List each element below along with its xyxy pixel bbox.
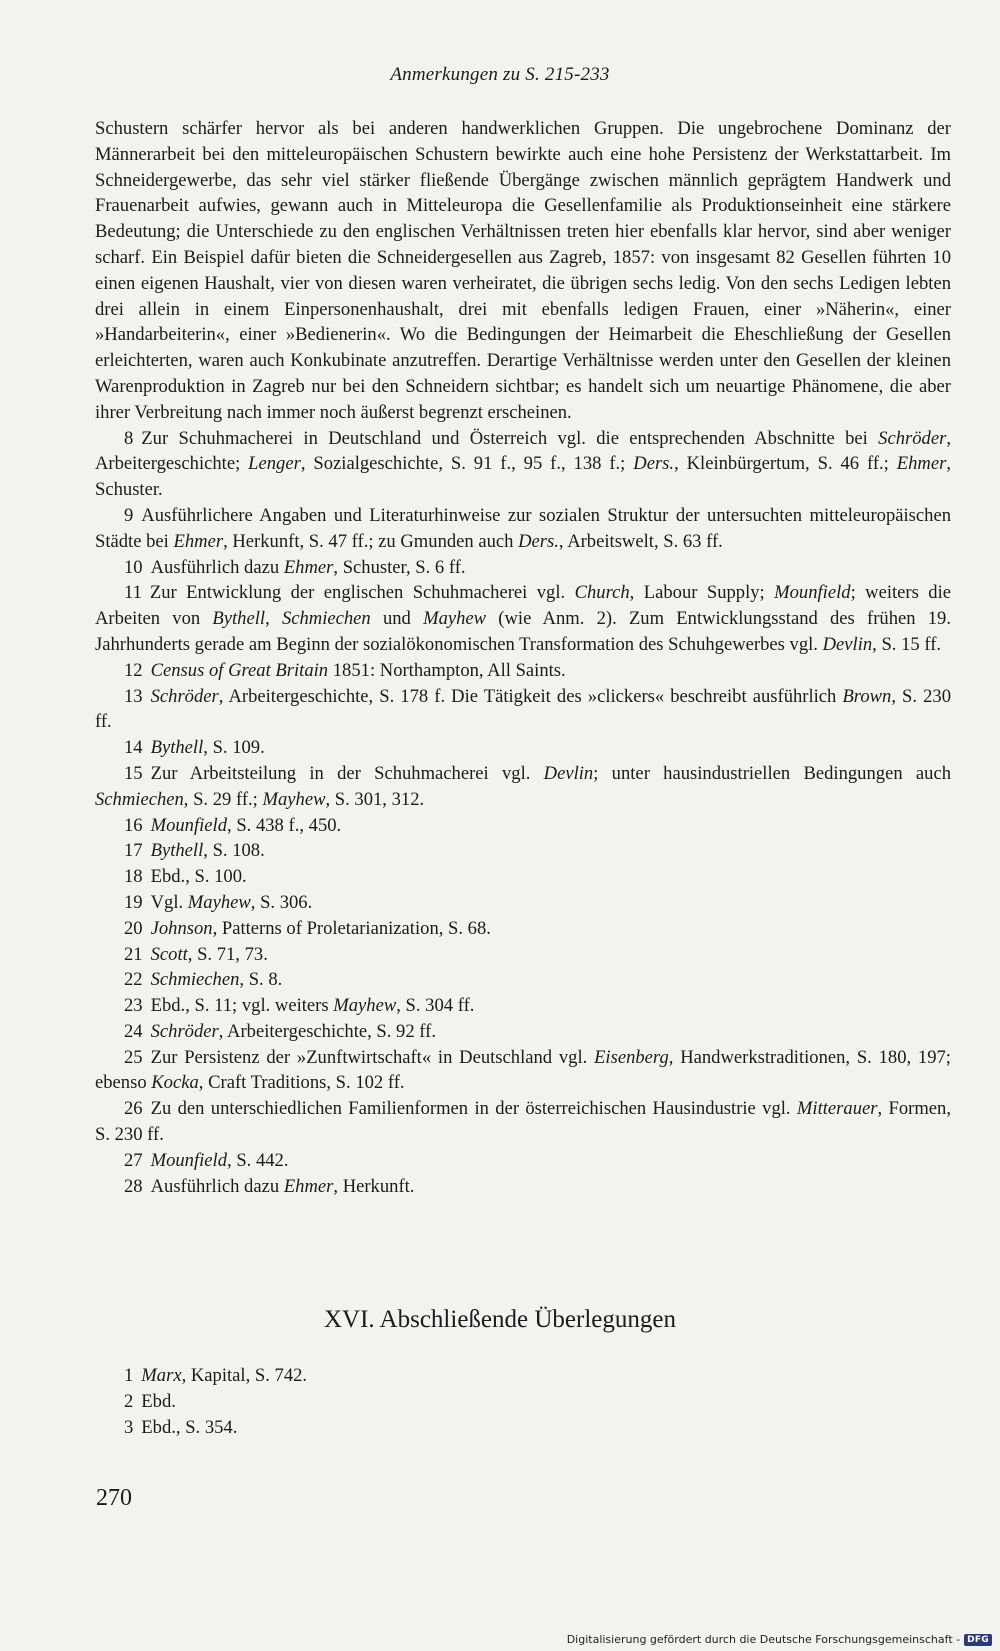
footnote-text: , S. 71, 73. [187,943,268,965]
footnote-number: 23 [124,995,143,1017]
author-name: Schmiechen [281,608,371,630]
footnote [95,1096,951,1148]
footnote-text: Zur Entwicklung der englischen Schuhmacherei vgl. [149,582,575,604]
footnote-number: 15 [124,762,143,784]
footnote-text: (wie Anm. 2). Zum Entwicklungsstand des frühen 19. Jahrhunderts gerade am Beginn der sozialökonomischen Transformation des Schuhgewerbes vgl. [95,608,952,655]
footnote [95,967,951,993]
footnote-text: , Patterns of Proletarianization, S. 68. [212,917,491,939]
dfg-logo: DFG [964,1634,992,1646]
footnote-number: 9 [124,504,134,526]
footnote-number: 25 [124,1046,143,1068]
footnote-text: , Arbeitergeschichte; [95,427,951,475]
footnote [95,916,951,942]
footnote-text: , Craft Traditions, S. 102 ff. [198,1072,405,1094]
footnote-text: , Handwerkstraditionen, S. 180, 197; ebenso [95,1046,951,1094]
author-name: Mounfield [150,814,228,836]
footnote-text: , S. 438 f., 450. [227,814,342,836]
footnote [95,555,951,581]
notes-body [95,116,951,1199]
author-name: Mayhew [333,995,397,1017]
author-name: Mayhew [187,891,251,913]
footnote-number: 2 [124,1391,134,1412]
footnote-text: Zur Persistenz der »Zunftwirtschaft« in Deutschland vgl. [150,1046,595,1068]
footnote [95,942,951,968]
footnote [95,503,951,555]
footnote-text: , S. 8. [239,969,283,991]
footnote [95,1389,951,1415]
footnote-text: Ebd., S. 11; vgl. weiters [150,995,334,1017]
footnote [95,658,951,684]
footnote-number: 8 [124,427,134,449]
author-name: Scott [150,943,188,965]
author-name: Schröder [878,427,947,449]
footnote-text: , S. 109. [203,737,265,759]
author-name: Bythell [150,840,204,862]
footnote-text: , Kleinbürgertum, S. 46 ff.; [674,453,897,475]
footnote [95,1148,951,1174]
footnote-text: , S. 108. [203,840,265,862]
footnote-text: Ausführlichere Angaben und Literaturhinweise zur sozialen Struktur der untersuchten mitteleuropäischen Städte bei [95,504,951,552]
author-name: Devlin [543,762,594,784]
footnote-text: , Sozialgeschichte, S. 91 f., 95 f., 138 f.; [300,453,634,475]
footnote-text: , Kapital, S. 742. [181,1365,308,1386]
author-name: Bythell [212,608,266,630]
author-name: Mounfield [150,1149,228,1171]
footnote-text: Zur Schuhmacherei in Deutschland und Österreich vgl. die entsprechenden Abschnitte bei [141,427,879,449]
footnote [95,993,951,1019]
footnote-number: 10 [124,556,143,578]
author-name: Lenger [248,453,301,475]
author-name: Ders. [633,453,675,475]
footnote-number: 26 [124,1098,143,1120]
footnote-text: ; weiters die Arbeiten von [95,582,951,630]
footnote-text: Ausführlich dazu [150,556,284,578]
footnote-text: Zu den unterschiedlichen Familienformen in der österreichischen Hausindustrie vgl. [150,1098,797,1120]
footnote-text: , Herkunft, S. 47 ff.; zu Gmunden auch [223,530,519,552]
footnote-text: Ausführlich dazu [150,1175,284,1197]
footnote-text: , S. 442. [227,1149,289,1171]
footnote-number: 13 [124,685,143,707]
author-name: Schröder [150,1020,219,1042]
footnote [95,684,951,736]
author-name: Census of Great Britain [150,659,329,681]
footnote-number: 3 [124,1417,134,1438]
footnote-number: 22 [124,969,143,991]
footnote-number: 19 [124,891,143,913]
footnote-text: Ebd., S. 354. [141,1417,238,1438]
footnote-number: 18 [124,866,143,888]
footnote-text: , Arbeitergeschichte, S. 178 f. Die Tätigkeit des »clickers« beschreibt ausführlich [218,685,843,707]
footnote [95,1045,951,1097]
footnote [95,1174,951,1200]
footnote-text: , Schuster. [95,453,951,501]
footer-text: Digitalisierung gefördert durch die Deutsche Forschungsgemeinschaft - [566,1633,961,1646]
footnote-text: , S. 230 ff. [95,685,952,733]
intro-paragraph: Schustern schärfer hervor als bei anderen handwerklichen Gruppen. Die ungebrochene Dominanz der Männerarbeit bei den mitteleuropäischen Schustern bewirkte auch eine hohe Persistenz der Werkstattarbeit. Im Schneidergewerbe, das sehr viel stärker fließende Übergänge zwischen männlich geprägtem Handwerk und Frauenarbeit aufwies, gewann auch in Mitteleuropa die Gesellenfamilie als Produktionseinheit eine stärkere Bedeutung; die Unterschiede zu den englischen Verhältnissen treten hier ebenfalls klar hervor, sind aber weniger scharf. Ein Beispiel dafür bieten die Schneidergesellen aus Zagreb, 1857: von insgesamt 82 Gesellen führten 10 einen eigenen Haushalt, vier von diesen waren verheiratet, die übrigen sechs ledig. Von den sechs Ledigen lebten drei allein in einem Einpersonenhaushalt, drei mit ebenfalls ledigen Frauen, einer »Näherin«, einer »Handarbeiterin«, einer »Bedienerin«. Wo die Bedingungen der Heimarbeit die Eheschließung der Gesellen erleichterten, waren auch Konkubinate anzutreffen. Derartige Verhältnisse werden unter den Gesellen der kleinen Warenproduktion in Zagreb nur bei den Schneidern sichtbar; es handelt sich um neuartige Phänomene, die aber ihrer Verbreitung nach immer noch äußerst begrenzt erscheinen. [95,118,951,423]
footnote-text: , S. 301, 312. [325,788,425,810]
author-name: Schmiechen [95,788,184,810]
author-name: Devlin [822,633,873,655]
footnote [95,1019,951,1045]
footnote-number: 1 [124,1365,134,1386]
author-name: Ders. [518,530,559,552]
footnote [95,426,951,503]
footnote-text: Ebd., S. 100. [150,866,247,888]
footnote [95,890,951,916]
page-number: 270 [96,1485,132,1511]
footnote-text: , Arbeitswelt, S. 63 ff. [558,530,723,552]
footnote-number: 14 [124,737,143,759]
author-name: Marx [141,1365,182,1386]
footnote-text: , Labour Supply; [629,582,775,604]
footnote-text: 1851: Northampton, All Saints. [328,659,566,681]
footnote [95,1363,951,1389]
footnote-text: Vgl. [150,891,188,913]
footnote-text: , Herkunft. [333,1175,415,1197]
footnote-number: 17 [124,840,143,862]
footnote-number: 28 [124,1175,143,1197]
running-header: Anmerkungen zu S. 215-233 [390,64,610,85]
footnote-text: , S. 29 ff.; [183,788,263,810]
author-name: Mounfield [774,582,851,604]
footnote-text: , S. 306. [250,891,313,913]
author-name: Eisenberg [594,1046,669,1068]
author-name: Ehmer [283,1175,334,1197]
footnote-text: , Formen, S. 230 ff. [95,1098,951,1146]
footnote-text: Ebd. [141,1391,176,1412]
footer-funding-note [567,1633,992,1646]
footnote [95,1415,951,1441]
footnote-text: , [265,608,282,630]
footnote [95,864,951,890]
author-name: Ehmer [896,453,947,475]
footnote-text: ; unter hausindustriellen Bedingungen auch [593,762,951,784]
section-title: XVI. Abschließende Überlegungen [324,1306,676,1333]
footnote-number: 21 [124,943,143,965]
author-name: Mayhew [423,608,487,630]
author-name: Ehmer [173,530,224,552]
footnote-number: 11 [124,582,142,604]
author-name: Schröder [150,685,219,707]
footnote-number: 24 [124,1020,143,1042]
footnote-number: 12 [124,659,143,681]
author-name: Schmiechen [150,969,240,991]
footnote-number: 20 [124,917,143,939]
author-name: Ehmer [283,556,334,578]
author-name: Kocka [151,1072,199,1094]
notes-list [95,426,951,1200]
section-notes-list [95,1363,951,1441]
footnote-text: , S. 304 ff. [396,995,475,1017]
footnote-text: , S. 15 ff. [872,633,942,655]
footnote-number: 16 [124,814,143,836]
footnote-number: 27 [124,1149,143,1171]
footnote-text: , Schuster, S. 6 ff. [333,556,466,578]
footnote [95,580,951,657]
footnote-text: , Arbeitergeschichte, S. 92 ff. [218,1020,436,1042]
footnote-text: und [370,608,424,630]
author-name: Mitterauer [796,1098,878,1120]
footnote [95,813,951,839]
author-name: Mayhew [262,788,326,810]
footnote [95,838,951,864]
footnote [95,761,951,813]
footnote [95,735,951,761]
author-name: Bythell [150,737,204,759]
author-name: Brown [842,685,892,707]
author-name: Church [574,582,630,604]
footnote-text: Zur Arbeitsteilung in der Schuhmacherei vgl. [150,762,544,784]
author-name: Johnson [150,917,213,939]
